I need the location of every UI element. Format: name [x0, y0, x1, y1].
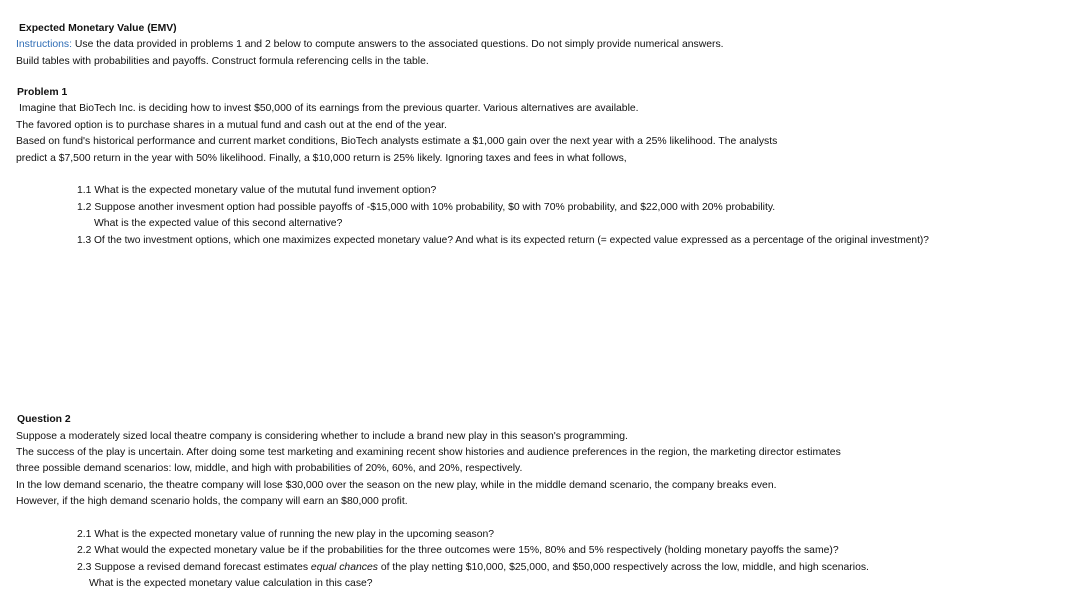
question-2-3-continued: What is the expected monetary value calculation in this case? [89, 578, 373, 589]
question-2-3-emphasis: equal chances [310, 562, 378, 573]
document-title: Expected Monetary Value (EMV) [19, 23, 177, 34]
question2-line-4: In the low demand scenario, the theatre company will lose $30,000 over the season on the new play, while in the middle demand scenario, the company breaks even. [16, 480, 777, 491]
question2-heading: Question 2 [17, 414, 71, 425]
question2-line-2: The success of the play is uncertain. After doing some test marketing and examining recent show histories and audience preferences in the region, the marketing director estimates [16, 447, 841, 458]
instructions-label: Instructions: [16, 39, 73, 50]
question-2-3 [77, 561, 869, 575]
question-2-2: 2.2 What would the expected monetary value be if the probabilities for the three outcomes were 15%, 80% and 5% respectively (holding monetary payoffs the same)? [77, 545, 839, 556]
question2-line-5: However, if the high demand scenario holds, the company will earn an $80,000 profit. [16, 496, 408, 507]
question2-line-1: Suppose a moderately sized local theatre company is considering whether to include a brand new play in this season's programming. [16, 431, 628, 442]
question-1-1: 1.1 What is the expected monetary value of the mututal fund invement option? [77, 185, 437, 196]
instructions-line-2: Build tables with probabilities and payoffs. Construct formula referencing cells in the table. [16, 56, 429, 67]
instructions-line-1 [16, 38, 724, 52]
instructions-text: Use the data provided in problems 1 and 2 below to compute answers to the associated questions. Do not simply provide numerical answers. [72, 39, 724, 50]
problem1-heading: Problem 1 [17, 87, 68, 98]
question-1-2-continued: What is the expected value of this second alternative? [94, 218, 343, 229]
question-2-1: 2.1 What is the expected monetary value of running the new play in the upcoming season? [77, 529, 495, 540]
problem1-line-3: Based on fund's historical performance and current market conditions, BioTech analysts estimate a $1,000 gain over the next year with a 25% likelihood. The analysts [16, 136, 778, 147]
problem1-line-1: Imagine that BioTech Inc. is deciding how to invest $50,000 of its earnings from the previous quarter. Various alternatives are available. [19, 103, 639, 114]
question-2-3-text-end: of the play netting $10,000, $25,000, and $50,000 respectively across the low, middle, and high scenarios. [377, 562, 869, 573]
problem1-line-4: predict a $7,500 return in the year with 50% likelihood. Finally, a $10,000 return is 25% likely. Ignoring taxes and fees in what follows, [16, 153, 627, 164]
question-1-3: 1.3 Of the two investment options, which one maximizes expected monetary value? And what is its expected return (= expected value expressed as a percentage of the original investment)? [77, 235, 929, 246]
problem1-line-2: The favored option is to purchase shares in a mutual fund and cash out at the end of the year. [16, 120, 447, 131]
question-1-2: 1.2 Suppose another invesment option had possible payoffs of -$15,000 with 10% probability, $0 with 70% probability, and $22,000 with 20% probability. [77, 202, 776, 213]
question2-line-3: three possible demand scenarios: low, middle, and high with probabilities of 20%, 60%, and 20%, respectively. [16, 463, 523, 474]
question-2-3-text-start: 2.3 Suppose a revised demand forecast estimates [77, 562, 311, 573]
